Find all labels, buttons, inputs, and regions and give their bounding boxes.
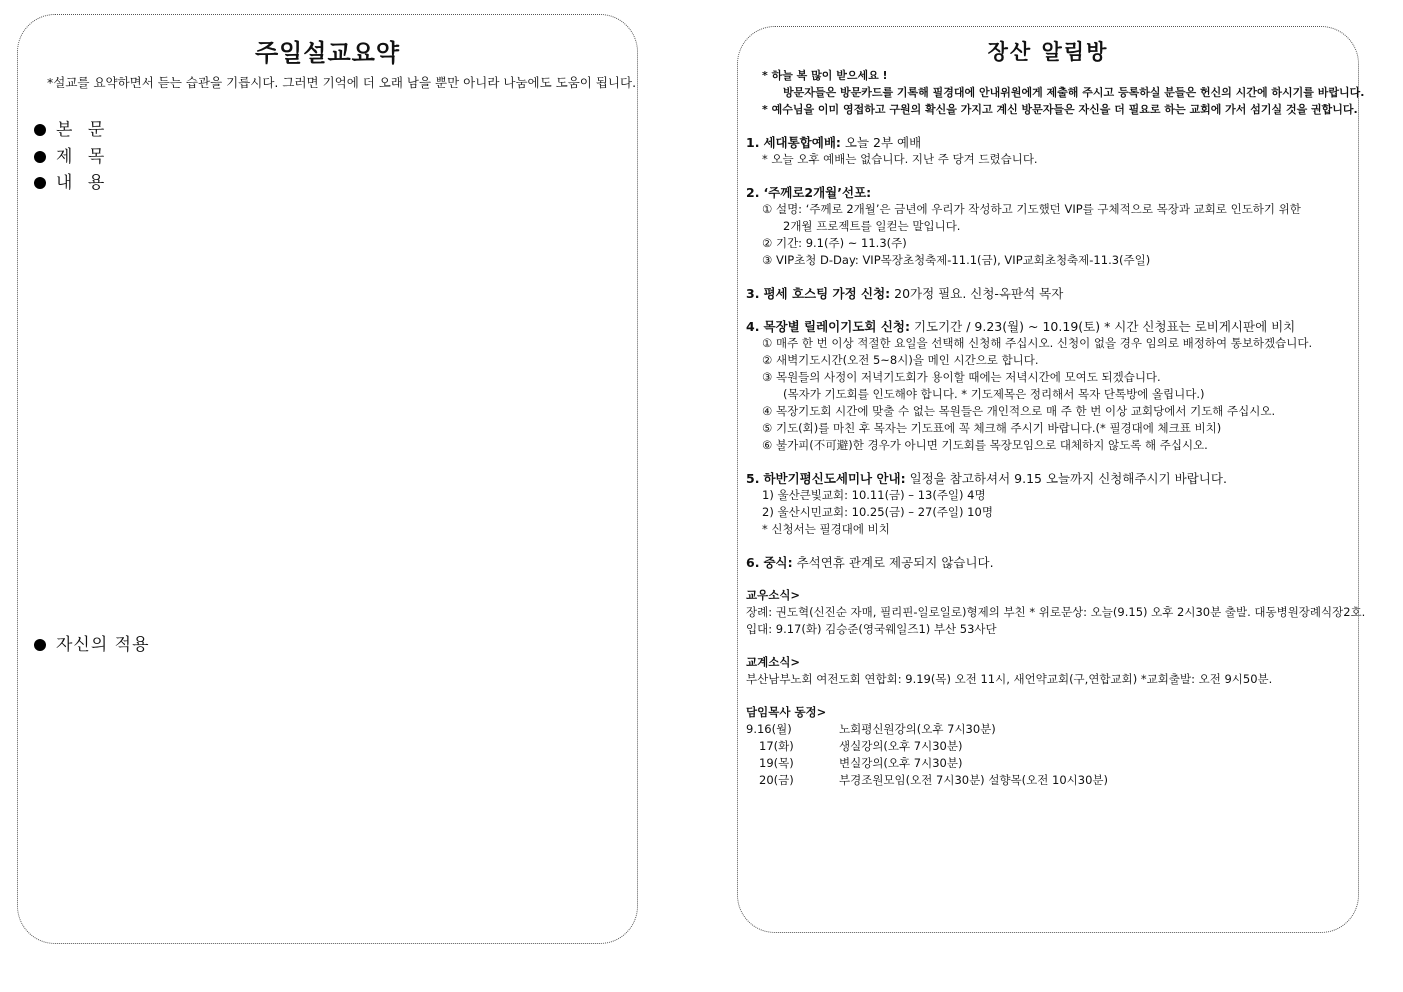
announcement-item-3	[746, 285, 1350, 302]
bullet-label: 내 용	[56, 173, 110, 193]
item-line: ⑤ 기도(회)를 마친 후 목자는 기도표에 꼭 체크해 주시기 바랍니다.(* 필경대에 체크표 비치)	[762, 421, 1222, 435]
notice-line: * 하늘 복 많이 받으세요 !	[762, 69, 888, 82]
schedule-date: 9.16(월)	[746, 722, 792, 736]
bullet-content	[34, 168, 109, 193]
item-heading: 목장별 릴레이기도회 신청:	[763, 319, 910, 334]
pastor-schedule-row	[746, 772, 1350, 789]
item-number: 2.	[746, 185, 760, 200]
announcements-content	[746, 67, 1366, 789]
item-heading: ‘주께로2개월’선포:	[763, 185, 872, 200]
item-number: 5.	[746, 471, 760, 486]
church-news-title: 교우소식>	[746, 588, 801, 602]
item-line: 2) 울산시민교회: 10.25(금) – 27(주일) 10명	[762, 505, 993, 519]
pastor-schedule-row	[746, 738, 1350, 755]
item-text: 오늘 2부 예배	[840, 135, 922, 150]
bullet-label: 본 문	[56, 120, 110, 140]
item-number: 6.	[746, 555, 760, 570]
item-line: (목자가 기도회를 인도해야 합니다. * 기도제목은 정리해서 목자 단톡방에 올립니다.)	[783, 387, 1205, 401]
bullet-dot	[34, 177, 46, 189]
item-text: 일정을 참고하셔서 9.15 오늘까지 신청해주시기 바랍니다.	[905, 471, 1227, 486]
item-line: ② 기간: 9.1(주) ~ 11.3(주)	[762, 236, 907, 250]
item-heading: 세대통합예배:	[763, 135, 841, 150]
item-line: * 신청서는 필경대에 비치	[762, 522, 890, 536]
item-heading: 중식:	[763, 555, 793, 570]
item-line: ③ 목원들의 사정이 저녁기도회가 용이할 때에는 저녁시간에 모여도 되겠습니다.	[762, 370, 1161, 384]
notice-line: 방문자들은 방문카드를 기록해 필경대에 안내위원에게 제출해 주시고 등록하실 분들은 헌신의 시간에 하시기를 바랍니다.	[783, 86, 1365, 99]
item-text: 20가정 필요. 신청-옥판석 목자	[890, 286, 1064, 301]
schedule-event: 생실강의(오후 7시30분)	[839, 739, 963, 753]
sermon-summary-note: *설교를 요약하면서 듣는 습관을 기릅시다. 그러면 기억에 더 오래 남을 뿐만 아니라 나눔에도 도움이 됩니다.	[47, 75, 637, 90]
sermon-summary-title: 주일설교요약	[254, 39, 401, 67]
pastor-schedule-row	[746, 755, 1350, 772]
bullet-label: 제 목	[56, 147, 110, 167]
item-line: ④ 목장기도회 시간에 맞출 수 없는 목원들은 개인적으로 매 주 한 번 이상 교회당에서 기도해 주십시오.	[762, 404, 1276, 418]
bullet-dot	[34, 639, 46, 651]
item-number: 1.	[746, 135, 760, 150]
notice-line: * 예수님을 이미 영접하고 구원의 확신을 가지고 계신 방문자들은 자신을 더 필요로 하는 교회에 가서 섬기실 것을 권합니다.	[762, 103, 1358, 116]
pastor-schedule-title: 담임목사 동정>	[746, 705, 827, 719]
item-line: ③ VIP초청 D-Day: VIP목장초청축제-11.1(금), VIP교회초청축제-11.3(주일)	[762, 253, 1151, 267]
item-line: ⑥ 불가피(不可避)한 경우가 아니면 기도회를 목장모임으로 대체하지 않도록 해 주십시오.	[762, 438, 1208, 452]
bullet-label: 자신의 적용	[56, 635, 150, 655]
announcement-item-4	[746, 318, 1350, 335]
denomination-news-line: 부산남부노회 여전도회 연합회: 9.19(목) 오전 11시, 새언약교회(구,연합교회) *교회출발: 오전 9시50분.	[746, 672, 1273, 686]
schedule-event: 부경조원모임(오전 7시30분) 설향목(오전 10시30분)	[839, 773, 1108, 787]
bullet-scripture	[34, 115, 109, 140]
church-news-line: 장례: 권도혁(신진순 자매, 필리핀-일로일로)형제의 부친 * 위로문상: 오늘(9.15) 오후 2시30분 출발. 대동병원장례식장2호.	[746, 605, 1366, 619]
schedule-event: 변실강의(오후 7시30분)	[839, 756, 963, 770]
schedule-date: 20(금)	[759, 773, 794, 787]
announcements-panel	[737, 26, 1366, 933]
item-line: ② 새벽기도시간(오전 5~8시)을 메인 시간으로 합니다.	[762, 353, 1039, 367]
announcement-item-6	[746, 554, 1350, 571]
church-news-line: 입대: 9.17(화) 김승준(영국웨일즈1) 부산 53사단	[746, 622, 997, 636]
denomination-news-title: 교계소식>	[746, 655, 801, 669]
sermon-summary-panel	[17, 14, 638, 944]
item-heading: 하반기평신도세미나 안내:	[763, 471, 906, 486]
bullet-application	[34, 630, 150, 655]
pastor-schedule-row	[746, 721, 1350, 738]
schedule-date: 19(목)	[759, 756, 794, 770]
item-line: ① 매주 한 번 이상 적절한 요일을 선택해 신청해 주십시오. 신청이 없을 경우 임의로 배정하여 통보하겠습니다.	[762, 336, 1313, 350]
item-line: 1) 울산큰빛교회: 10.11(금) – 13(주일) 4명	[762, 488, 986, 502]
announcement-item-5	[746, 470, 1350, 487]
bullet-title	[34, 142, 109, 167]
announcements-title: 장산 알림방	[987, 40, 1109, 64]
item-text: 추석연휴 관계로 제공되지 않습니다.	[792, 555, 994, 570]
item-number: 4.	[746, 319, 760, 334]
announcement-item-2	[746, 184, 1350, 201]
item-heading: 평세 호스팅 가정 신청:	[763, 286, 891, 301]
item-line: 2개월 프로젝트를 일컫는 말입니다.	[783, 219, 961, 233]
bullet-dot	[34, 124, 46, 136]
item-line: ① 설명: ‘주께로 2개월’은 금년에 우리가 작성하고 기도했던 VIP를 구체적으로 목장과 교회로 인도하기 위한	[762, 202, 1301, 216]
bullet-dot	[34, 151, 46, 163]
item-line: * 오늘 오후 예배는 없습니다. 지난 주 당겨 드렸습니다.	[762, 152, 1038, 166]
announcement-item-1	[746, 134, 1350, 151]
item-text: 기도기간 / 9.23(월) ~ 10.19(토) * 시간 신청표는 로비게시판에 비치	[909, 319, 1296, 334]
schedule-event: 노회평신원강의(오후 7시30분)	[839, 722, 996, 736]
schedule-date: 17(화)	[759, 739, 794, 753]
item-number: 3.	[746, 286, 760, 301]
